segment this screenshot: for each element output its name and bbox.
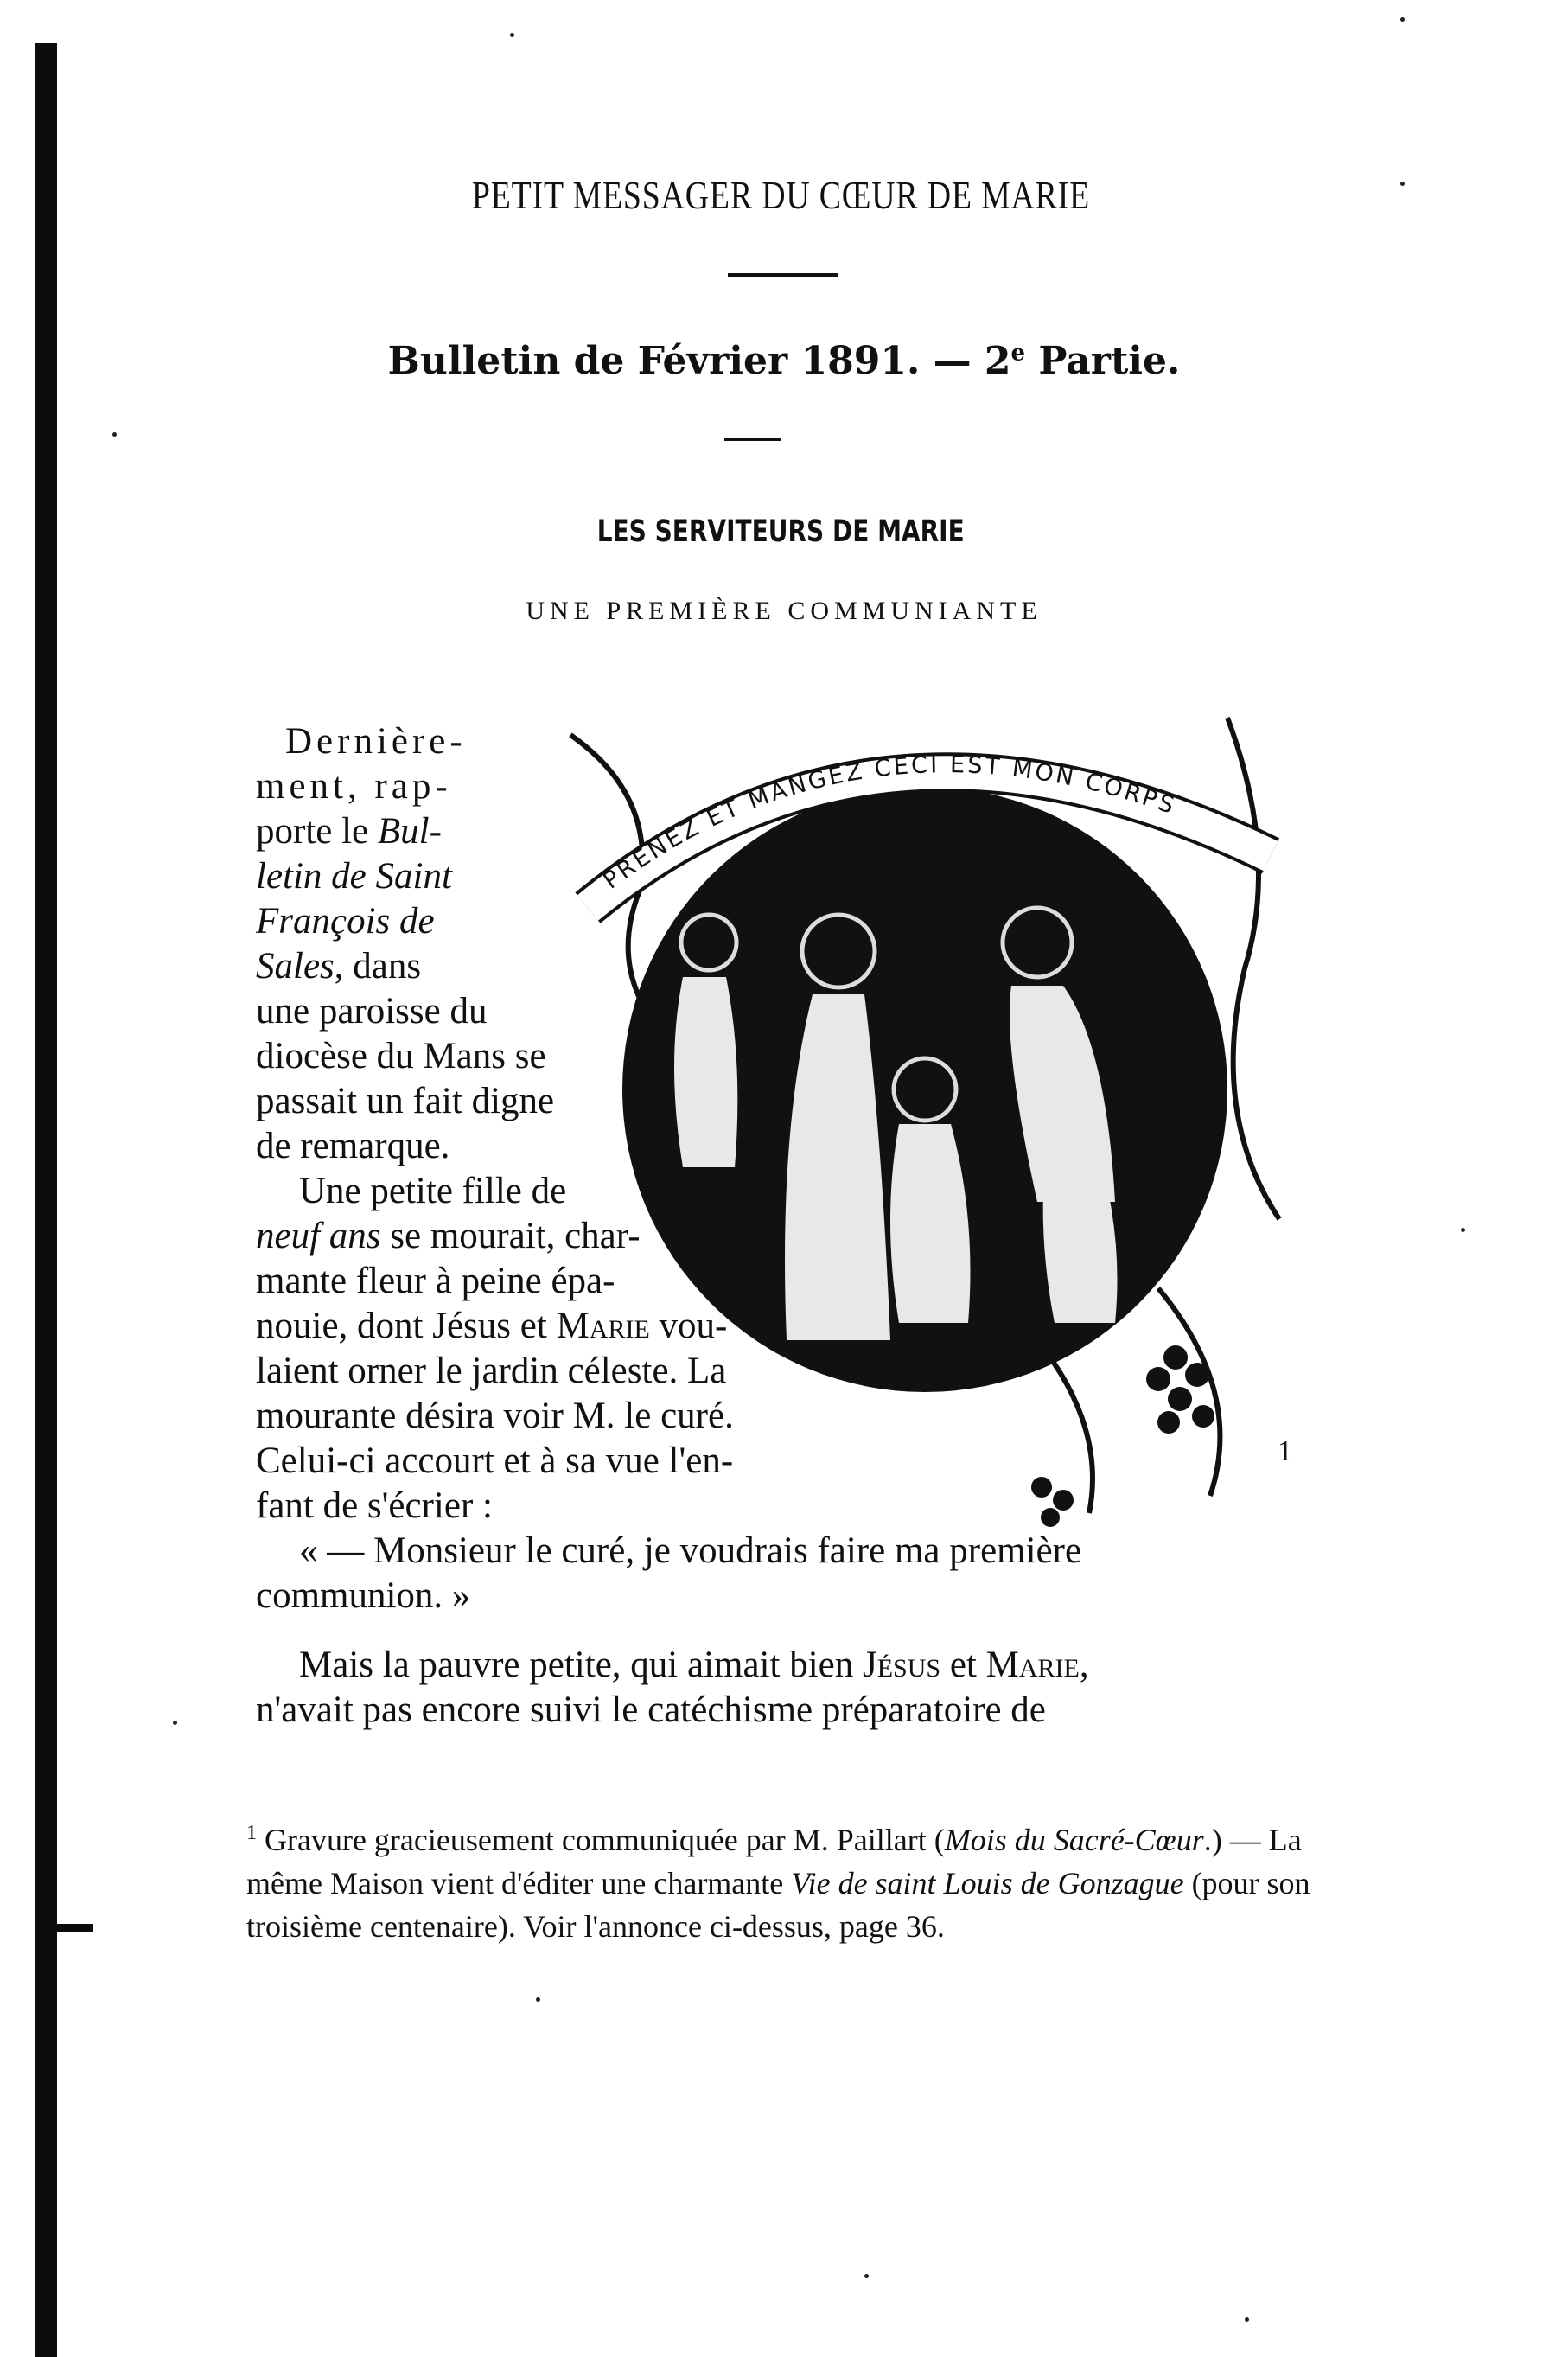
scan-speck	[510, 33, 514, 37]
divider-rule	[724, 438, 781, 441]
text-run: diocèse du Mans se	[256, 1036, 546, 1076]
text-run: mante fleur à peine épa-	[256, 1261, 615, 1301]
text-line	[256, 1349, 726, 1394]
binding-mark	[52, 1924, 93, 1932]
small-caps-run: Marie	[556, 1306, 650, 1346]
text-line	[256, 944, 421, 989]
text-run: mourante désira voir M. le curé.	[256, 1396, 734, 1436]
text-run: se mourait, char-	[380, 1216, 641, 1256]
text-line	[256, 1439, 733, 1484]
text-run: vou-	[649, 1306, 728, 1346]
text-line	[256, 1484, 493, 1529]
text-run: laient orner le jardin céleste. La	[256, 1351, 727, 1391]
text-run: ,	[1079, 1645, 1089, 1685]
italic-run: neuf ans	[256, 1216, 381, 1256]
text-line	[256, 1079, 554, 1124]
text-line	[256, 764, 452, 809]
text-run: une paroisse du	[256, 991, 488, 1032]
text-run: « — Monsieur le curé, je voudrais faire ma première	[299, 1530, 1082, 1571]
scan-speck	[864, 2274, 869, 2278]
italic-run: Mois du Sacré-Cœur	[944, 1823, 1204, 1857]
text-line	[256, 854, 452, 899]
text-run: ment, rap-	[256, 766, 452, 807]
text-line	[256, 899, 435, 944]
text-run: fant de s'écrier :	[256, 1485, 493, 1526]
text-run: passait un fait digne	[256, 1081, 555, 1121]
bulletin-heading	[0, 339, 1568, 383]
text-line	[256, 1688, 1046, 1733]
text-line	[299, 1169, 566, 1214]
running-head: PETIT MESSAGER DU CŒUR DE MARIE	[471, 174, 1091, 217]
scan-speck	[173, 1721, 177, 1725]
footnote-marker: 1	[246, 1822, 257, 1844]
footnote	[246, 1811, 1344, 1948]
banner-text: PRENEZ ET MANGEZ CECI EST MON CORPS	[598, 751, 1180, 895]
divider-rule	[728, 273, 838, 277]
text-run: (pour son troisième centenaire). Voir l'annonce ci-dessus, page 36.	[246, 1866, 1310, 1944]
scan-speck	[1461, 1228, 1465, 1232]
small-caps-run: Jésus	[862, 1645, 941, 1685]
text-line	[299, 1529, 1081, 1574]
text-line	[299, 1643, 1089, 1688]
text-line	[256, 1124, 449, 1169]
text-run: .) — La même Maison vient d'éditer une charmante	[246, 1823, 1302, 1900]
text-run: de remarque.	[256, 1126, 450, 1166]
italic-run: letin de Saint	[256, 856, 452, 897]
text-line	[256, 989, 488, 1034]
text-line	[256, 1214, 641, 1259]
binding-edge	[35, 43, 57, 2357]
bulletin-heading-end: Partie.	[1025, 339, 1181, 383]
text-line	[256, 1259, 615, 1304]
text-run: n'avait pas encore suivi le catéchisme préparatoire de	[256, 1690, 1046, 1730]
bulletin-heading-text: Bulletin de Février 1891. — 2	[387, 339, 1011, 383]
text-line	[285, 719, 467, 764]
text-line	[256, 1034, 546, 1079]
engraving-footnote-marker: 1	[1278, 1435, 1292, 1467]
section-title: LES SERVITEURS DE MARIE	[596, 514, 965, 549]
text-line	[256, 1574, 470, 1619]
text-run: Dernière-	[285, 721, 467, 762]
text-run: Celui-ci accourt et à sa vue l'en-	[256, 1440, 734, 1481]
text-run: Gravure gracieusement communiquée par M. Paillart (	[257, 1823, 945, 1857]
article-subtitle: UNE PREMIÈRE COMMUNIANTE	[526, 597, 1042, 625]
text-run: et	[940, 1645, 986, 1685]
italic-run: Bul-	[377, 811, 442, 852]
text-run: Une petite fille de	[299, 1171, 567, 1211]
small-caps-run: Marie	[985, 1645, 1080, 1685]
text-run: Mais la pauvre petite, qui aimait bien	[299, 1645, 863, 1685]
bulletin-ordinal: e	[1010, 340, 1026, 367]
text-run: porte le	[256, 811, 378, 852]
scan-speck	[536, 1997, 540, 2002]
text-run: communion. »	[256, 1575, 471, 1616]
text-run: , dans	[334, 946, 422, 987]
text-line	[256, 1394, 734, 1439]
scan-speck	[1245, 2317, 1249, 2322]
scan-speck	[1400, 17, 1405, 22]
italic-run: François de	[256, 901, 435, 942]
italic-run: Sales	[256, 946, 335, 987]
text-run: nouie, dont Jésus et	[256, 1306, 557, 1346]
text-line	[256, 1304, 727, 1349]
text-line	[256, 809, 442, 854]
scan-speck	[112, 432, 117, 437]
italic-run: Vie de saint Louis de Gonzague	[791, 1866, 1184, 1900]
